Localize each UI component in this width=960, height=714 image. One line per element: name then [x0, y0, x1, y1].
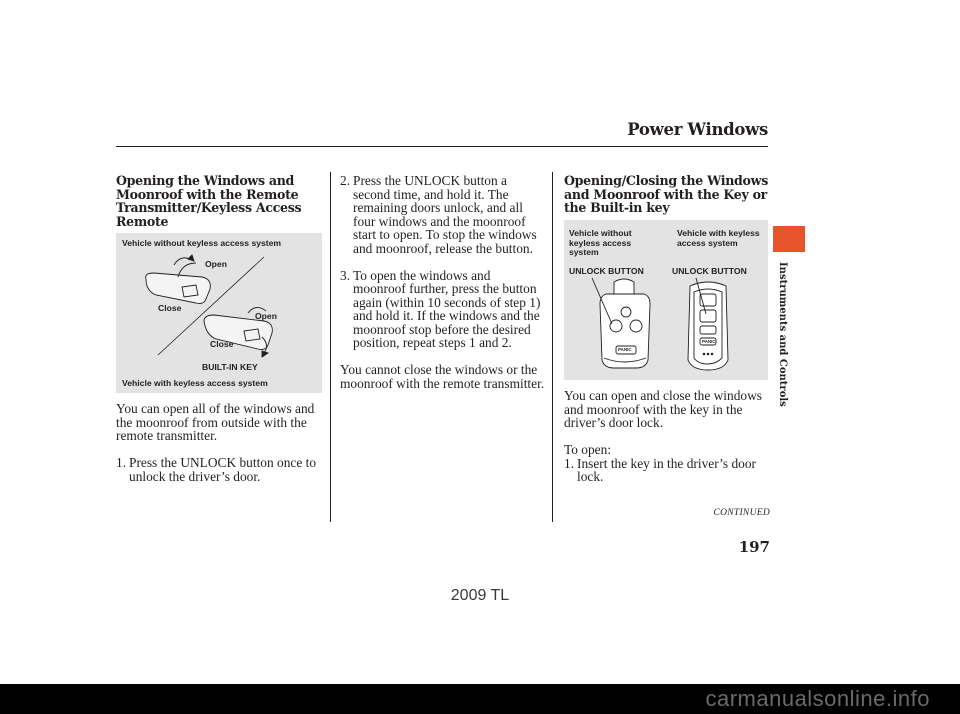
label-open-lower: Open [255, 311, 277, 321]
section-heading-remote: Opening the Windows and Moonroof with the Remote Transmitter/Keyless Access Remote [116, 173, 302, 229]
key-intro-paragraph: You can open and close the windows and moonroof with the key in the driver’s door lock. [564, 388, 762, 430]
figure-label-with-keyless: Vehicle with keyless access system [122, 378, 268, 388]
header-rule [116, 146, 768, 147]
cannot-close-paragraph: You cannot close the windows or the moonroof with the remote transmitter. [340, 362, 545, 391]
handle-upper-icon [146, 255, 211, 304]
step-text: Press the UNLOCK button once to unlock the driver’s door. [129, 455, 317, 484]
step-3-remote [340, 269, 545, 350]
step-1-remote [116, 456, 321, 483]
label-open-upper: Open [205, 259, 227, 269]
label-builtin-key: BUILT-IN KEY [202, 362, 258, 372]
remote-fob-icon [600, 279, 650, 368]
label-panic-left: PANIC [618, 347, 632, 352]
smart-key-icon [688, 282, 728, 370]
fob-unlock-button [610, 320, 622, 332]
page-number: 197 [738, 538, 770, 556]
column1-text [116, 402, 321, 483]
figure-label-without-keyless: Vehicle without keyless access system [569, 228, 632, 257]
section-side-label [770, 262, 798, 462]
step-text: To open the windows and moonroof further, press the button again (within 10 seconds of step 1) and hold it. If the windows and the moonroof stop before the desired position, repeat steps 1 and 2. [353, 267, 541, 350]
key-fob-illustration [564, 220, 768, 380]
column2-text [340, 174, 545, 390]
step-number: 1. [564, 455, 575, 471]
section-side-label-text: Instruments and Controls [777, 262, 788, 407]
continued-label: CONTINUED [713, 508, 770, 518]
section-tab-marker [773, 226, 805, 252]
footer-model: 2009 TL [450, 587, 510, 604]
figure-key-fobs [564, 220, 768, 380]
step-number: 3. [340, 267, 351, 283]
step-2-remote [340, 174, 545, 255]
figure-label-with-keyless: Vehicle with keyless access system [677, 228, 760, 248]
step-text: Insert the key in the driver’s door lock. [577, 455, 756, 484]
to-open-label: To open: [564, 442, 612, 457]
watermark-bar [0, 684, 960, 714]
column-divider-right [552, 172, 553, 522]
step-number: 1. [116, 455, 127, 470]
label-unlock-button-right: UNLOCK BUTTON [672, 266, 747, 276]
remote-intro-paragraph: You can open all of the windows and the moonroof from outside with the remote transmitter. [116, 401, 315, 443]
column-divider-left [330, 172, 331, 522]
step-number: 2. [340, 173, 351, 188]
label-unlock-button-left: UNLOCK BUTTON [569, 266, 644, 276]
smart-key-unlock-button [700, 310, 716, 322]
label-close-lower: Close [210, 339, 234, 349]
step-text: Press the UNLOCK button a second time, and hold it. The remaining doors unlock, and all four windows and the moonroof start to open. To stop the windows and moonroof, release the button. [353, 173, 537, 256]
fob-lock-button [630, 320, 642, 332]
watermark-text: carmanualsonline.info [705, 686, 930, 711]
figure-door-handles [116, 233, 322, 393]
fob-trunk-button [621, 307, 631, 317]
label-close-upper: Close [158, 303, 182, 313]
step-1-key [564, 457, 769, 484]
label-panic-right: PANIC [702, 339, 716, 344]
smart-key-trunk-button [700, 326, 716, 334]
figure-label-without-keyless: Vehicle without keyless access system [122, 238, 282, 248]
column3-text [564, 389, 769, 484]
section-heading-key: Opening/Closing the Windows and Moonroof with the Key or the Built-in key [564, 173, 768, 215]
page-title: Power Windows [627, 120, 768, 139]
